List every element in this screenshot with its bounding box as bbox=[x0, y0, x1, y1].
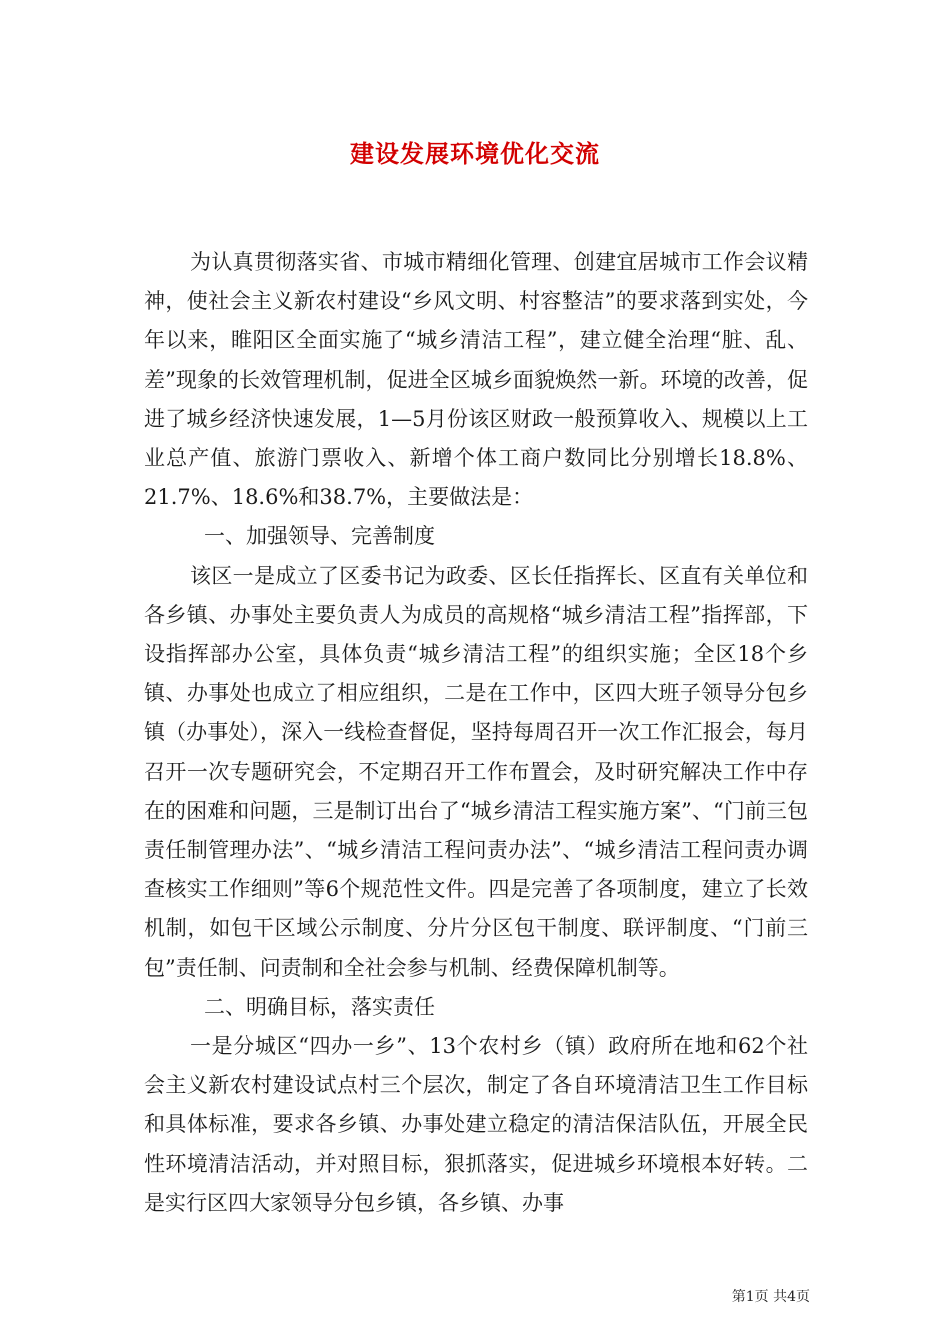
document-title: 建设发展环境优化交流 bbox=[350, 139, 600, 168]
section-2-paragraph: 一是分城区“四办一乡”、13个农村乡（镇）政府所在地和62个社会主义新农村建设试点村三个层次，制定了各自环境清洁卫生工作目标和具体标准，要求各乡镇、办事处建立稳定的清洁保洁队伍，开展全民性环境清洁活动，并对照目标，狠抓落实，促进城乡环境根本好转。二是实行区四大家领导分包乡镇，各乡镇、办事 bbox=[144, 1034, 808, 1215]
section-1-paragraph: 该区一是成立了区委书记为政委、区长任指挥长、区直有关单位和各乡镇、办事处主要负责人为成员的高规格“城乡清洁工程”指挥部，下设指挥部办公室，具体负责“城乡清洁工程”的组织实施；全区18个乡镇、办事处也成立了相应组织，二是在工作中，区四大班子领导分包乡镇（办事处），深入一线检查督促，坚持每周召开一次工作汇报会，每月召开一次专题研究会，不定期召开工作布置会，及时研究解决工作中存在的困难和问题，三是制订出台了“城乡清洁工程实施方案”、“门前三包责任制管理办法”、“城乡清洁工程问责办法”、“城乡清洁工程问责办调查核实工作细则”等6个规范性文件。四是完善了各项制度，建立了长效机制，如包干区域公示制度、分片分区包干制度、联评制度、“门前三包”责任制、问责制和全社会参与机制、经费保障机制等。 bbox=[144, 563, 808, 980]
document-body bbox=[144, 243, 808, 1223]
section-heading-1: 一、加强领导、完善制度 bbox=[204, 524, 435, 549]
section-heading-2: 二、明确目标，落实责任 bbox=[204, 994, 435, 1019]
page-number: 第1页 共4页 bbox=[731, 1289, 810, 1305]
intro-paragraph: 为认真贯彻落实省、市城市精细化管理、创建宜居城市工作会议精神，使社会主义新农村建设“乡风文明、村容整洁”的要求落到实处，今年以来，睢阳区全面实施了“城乡清洁工程”，建立健全治理“脏、乱、差”现象的长效管理机制，促进全区城乡面貌焕然一新。环境的改善，促进了城乡经济快速发展，1—5月份该区财政一般预算收入、规模以上工业总产值、旅游门票收入、新增个体工商户数同比分别增长18.8%、21.7%、18.6%和38.7%，主要做法是： bbox=[144, 250, 808, 510]
